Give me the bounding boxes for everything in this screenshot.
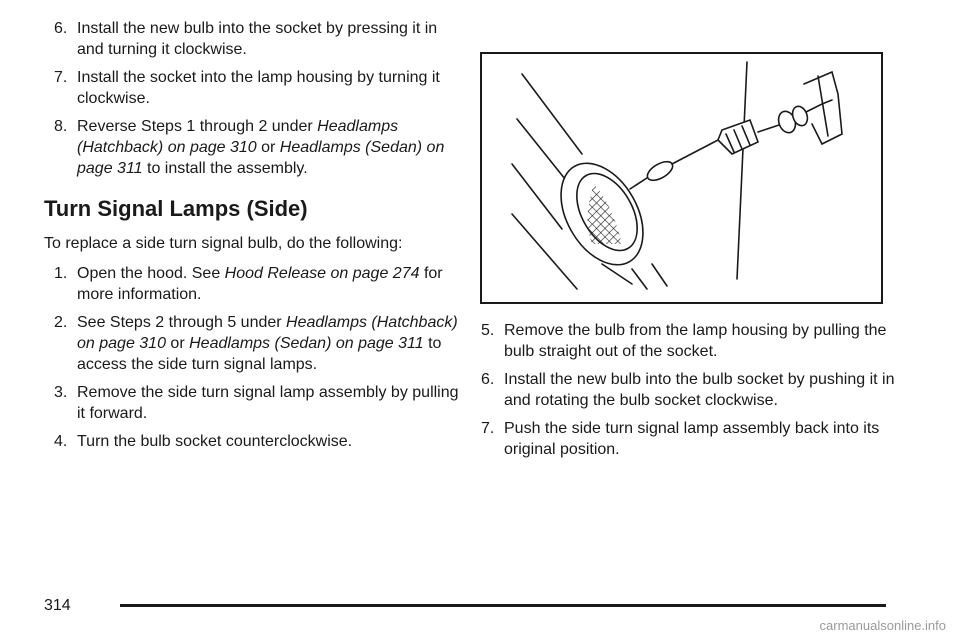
intro-text: To replace a side turn signal bulb, do the following: <box>44 235 403 252</box>
list-item <box>44 382 464 424</box>
step-text: Open the hood. See <box>77 265 225 282</box>
step-text: Remove the side turn signal lamp assembly by pulling it forward. <box>77 384 459 422</box>
page-reference-link[interactable]: Hood Release on page 274 <box>224 265 420 282</box>
footer-divider <box>120 604 886 607</box>
step-number: 6. <box>481 371 495 388</box>
list-item <box>481 369 901 411</box>
right-column <box>481 320 901 467</box>
list-item <box>44 67 464 109</box>
step-number: 5. <box>481 322 495 339</box>
list-item <box>44 431 464 452</box>
list-item <box>44 18 464 60</box>
watermark: carmanualsonline.info <box>819 618 946 633</box>
step-text: Install the new bulb into the socket by pressing it in and turning it clockwise. <box>77 20 438 58</box>
page-reference-link[interactable]: Headlamps (Hatchback) on page 310 <box>77 118 399 156</box>
lamp-bulb-socket-drawing <box>482 54 881 302</box>
step-number: 1. <box>54 265 68 282</box>
step-text: Reverse Steps 1 through 2 under <box>77 118 318 135</box>
step-number: 7. <box>54 69 68 86</box>
step-number: 2. <box>54 314 68 331</box>
step-number: 7. <box>481 420 495 437</box>
page-reference-link[interactable]: Headlamps (Sedan) on page 311 <box>189 335 424 352</box>
step-text: Remove the bulb from the lamp housing by pulling the bulb straight out of the socket. <box>504 322 887 360</box>
page-reference-link[interactable]: Headlamps (Hatchback) on page 310 <box>77 314 458 352</box>
list-item <box>481 418 901 460</box>
step-text: to install the assembly. <box>142 160 308 177</box>
list-item <box>44 116 464 179</box>
step-number: 6. <box>54 20 68 37</box>
step-text: or <box>256 139 280 156</box>
step-text: See Steps 2 through 5 under <box>77 314 287 331</box>
step-text: Install the socket into the lamp housing by turning it clockwise. <box>77 69 440 107</box>
step-text: or <box>165 335 190 352</box>
list-item <box>481 320 901 362</box>
step-text: Install the new bulb into the bulb socket by pushing it in and rotating the bulb socket clockwise. <box>504 371 895 409</box>
list-item <box>44 312 464 375</box>
lamp-illustration <box>480 52 883 304</box>
step-number: 8. <box>54 118 68 135</box>
steps-continued <box>44 18 464 179</box>
step-text: Turn the bulb socket counterclockwise. <box>77 433 353 450</box>
list-item <box>44 263 464 305</box>
page-number: 314 <box>44 597 71 614</box>
page-reference-link[interactable]: Headlamps (Sedan) on page 311 <box>77 139 445 177</box>
step-text: for more information. <box>77 265 443 303</box>
step-text: to access the side turn signal lamps. <box>77 335 442 373</box>
steps-list <box>44 263 464 452</box>
section-title: Turn Signal Lamps (Side) <box>44 196 308 221</box>
left-column <box>44 18 464 459</box>
steps-list <box>481 320 901 460</box>
step-number: 3. <box>54 384 68 401</box>
step-text: Push the side turn signal lamp assembly back into its original position. <box>504 420 880 458</box>
step-number: 4. <box>54 433 68 450</box>
